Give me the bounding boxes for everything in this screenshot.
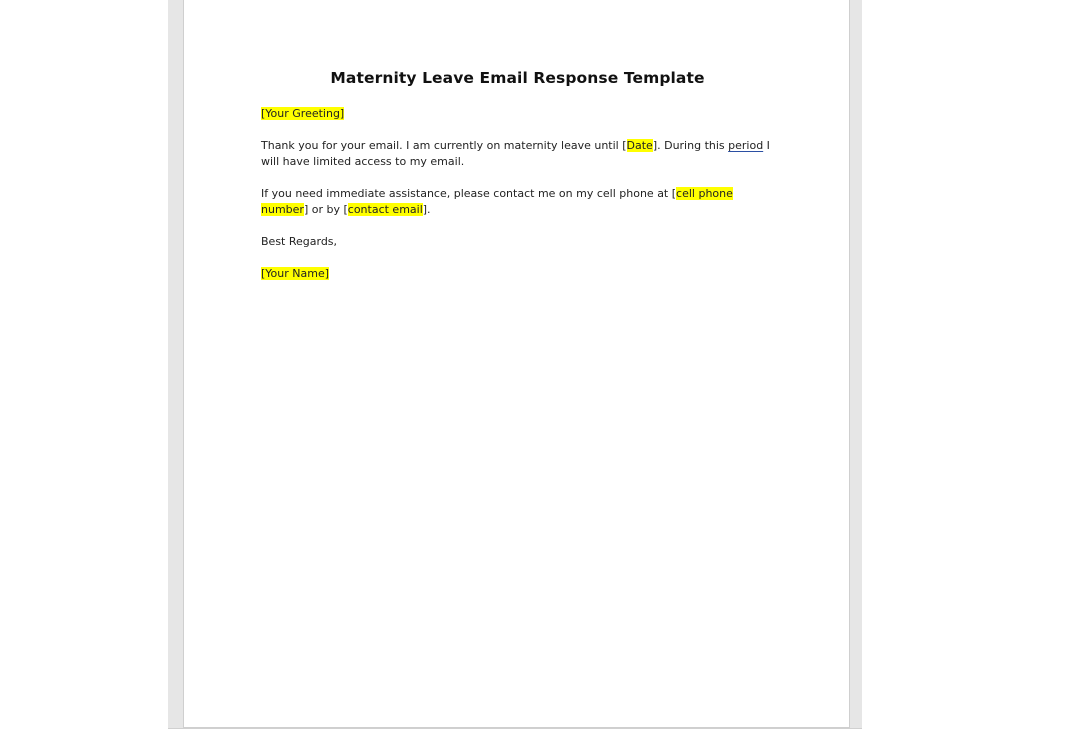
date-placeholder: Date <box>626 139 653 152</box>
period-word: period <box>728 139 764 152</box>
paragraph-contact <box>261 186 781 218</box>
closing-line: Best Regards, <box>261 235 338 248</box>
email-placeholder: contact email <box>347 203 423 216</box>
paragraph-text: ] or by [ <box>303 203 348 216</box>
document-page <box>183 0 850 728</box>
viewer-bottom-edge <box>168 728 862 729</box>
paragraph-leave-notice <box>261 138 781 170</box>
document-title: Maternity Leave Email Response Template <box>330 69 705 87</box>
paragraph-text: Thank you for your email. I am currently on maternity leave until [ <box>261 139 627 152</box>
paragraph-text: I will have limited access to my email. <box>261 139 770 168</box>
phone-placeholder: cell phone number <box>261 187 733 216</box>
signature-line <box>261 266 781 282</box>
paragraph-text: If you need immediate assistance, please contact me on my cell phone at [ <box>261 187 677 200</box>
paragraph-text: ]. During this <box>652 139 729 152</box>
greeting-placeholder: [Your Greeting] <box>261 107 345 120</box>
name-placeholder: [Your Name] <box>261 267 330 280</box>
greeting-line <box>261 106 781 122</box>
paragraph-text: ]. <box>422 203 431 216</box>
document-body <box>261 106 781 298</box>
